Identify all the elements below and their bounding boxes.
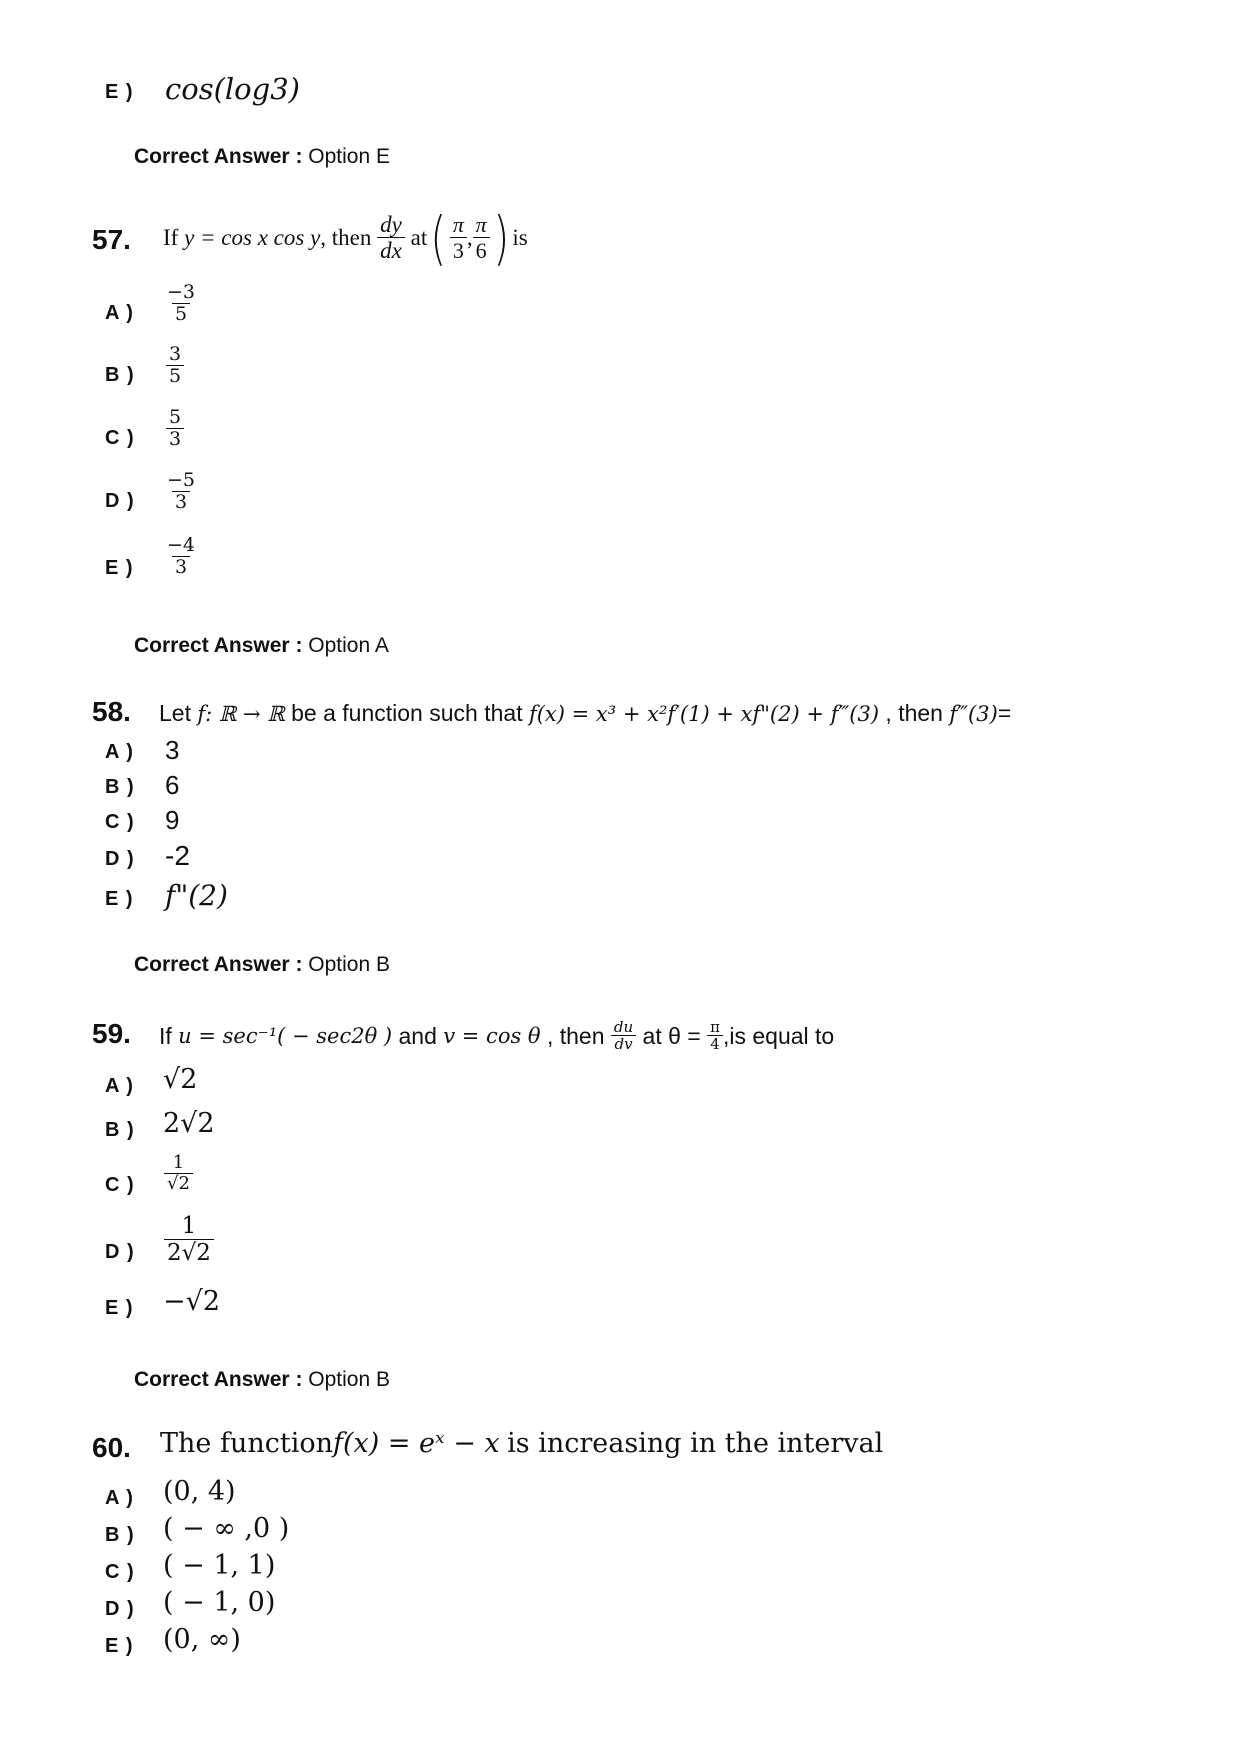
correct-answer bbox=[134, 1368, 390, 1392]
option-label: B ) bbox=[105, 364, 135, 386]
option-text: ( − 1, 1) bbox=[163, 1550, 276, 1581]
option-text: (0, 4) bbox=[163, 1476, 236, 1507]
question-58-stem bbox=[159, 700, 1011, 727]
target-expression: f‴(3) bbox=[949, 702, 998, 726]
fraction-denominator: 6 bbox=[473, 237, 490, 263]
fraction-denominator: 3 bbox=[450, 237, 467, 263]
correct-answer-value: Option A bbox=[308, 634, 389, 657]
option-label: E ) bbox=[105, 1635, 134, 1657]
stem-text: , then bbox=[546, 1022, 605, 1049]
correct-answer-value: Option E bbox=[308, 145, 390, 168]
correct-answer-prefix: Correct Answer : bbox=[134, 634, 303, 657]
option-label: C ) bbox=[105, 427, 135, 449]
option-label: C ) bbox=[105, 811, 135, 833]
option-text: 2√2 bbox=[163, 1108, 215, 1139]
correct-answer-prefix: Correct Answer : bbox=[134, 953, 303, 976]
stem-text: If bbox=[163, 225, 179, 250]
fraction-denominator: 5 bbox=[172, 303, 190, 326]
stem-text: Let bbox=[159, 700, 191, 726]
correct-answer-value: Option B bbox=[308, 1368, 390, 1391]
option-text: −√2 bbox=[163, 1286, 221, 1317]
option-fraction bbox=[164, 470, 198, 514]
pi-over-6-fraction bbox=[473, 213, 490, 263]
option-label: D ) bbox=[105, 1241, 135, 1263]
option-label: D ) bbox=[105, 490, 135, 512]
comma: , bbox=[466, 225, 473, 250]
option-fraction bbox=[164, 1214, 214, 1267]
function-equation: f(x) = eˣ − x bbox=[332, 1428, 500, 1459]
fraction-denominator: 3 bbox=[172, 556, 190, 579]
option-label: B ) bbox=[105, 776, 135, 798]
option-text: √2 bbox=[163, 1064, 198, 1095]
option-label: A ) bbox=[105, 1075, 134, 1097]
fraction-denominator: 4 bbox=[707, 1035, 723, 1053]
right-paren: ) bbox=[493, 204, 509, 272]
stem-equation: y = cos x cos y bbox=[184, 225, 321, 250]
function-equation: f(x) = x³ + x²f′(1) + xf"(2) + f‴(3) bbox=[528, 702, 880, 726]
stem-text: , then bbox=[885, 700, 943, 726]
left-paren: ( bbox=[430, 204, 447, 272]
fraction-denominator: 5 bbox=[166, 365, 184, 388]
fraction-numerator: du bbox=[613, 1017, 634, 1036]
option-fraction bbox=[166, 344, 184, 388]
option-label: D ) bbox=[105, 1598, 135, 1620]
option-fraction bbox=[164, 282, 198, 326]
derivative-fraction bbox=[611, 1019, 636, 1054]
correct-answer-prefix: Correct Answer : bbox=[134, 1368, 303, 1391]
option-text: 3 bbox=[165, 735, 180, 765]
option-text: f"(2) bbox=[165, 879, 228, 912]
question-57-stem bbox=[163, 204, 528, 272]
fraction-numerator: dy bbox=[380, 211, 402, 237]
option-label: D ) bbox=[105, 848, 135, 870]
fraction-denominator: 2√2 bbox=[164, 1239, 214, 1266]
question-59-stem bbox=[159, 1010, 834, 1062]
fraction-numerator: −4 bbox=[167, 534, 196, 556]
option-label: A ) bbox=[105, 302, 134, 324]
stem-text: and bbox=[398, 1022, 437, 1049]
option-label: A ) bbox=[105, 1487, 134, 1509]
option-text: 9 bbox=[165, 805, 180, 835]
stem-text: be a function such that bbox=[291, 700, 523, 726]
fraction-numerator: −5 bbox=[167, 469, 196, 491]
fraction-numerator: 1 bbox=[181, 1213, 197, 1239]
fraction-numerator: π bbox=[452, 211, 464, 237]
correct-answer-prefix: Correct Answer : bbox=[134, 145, 303, 168]
fraction-denominator: dx bbox=[377, 237, 405, 264]
v-equation: v = cos θ bbox=[443, 1024, 541, 1048]
stem-text: = bbox=[997, 700, 1012, 726]
fraction-numerator: 1 bbox=[172, 1152, 185, 1173]
correct-answer bbox=[134, 145, 390, 169]
fraction-numerator: π bbox=[710, 1017, 720, 1036]
stem-text: is bbox=[512, 225, 528, 250]
fraction-denominator: 3 bbox=[172, 491, 190, 514]
correct-answer-value: Option B bbox=[308, 953, 390, 976]
stem-text: at θ = bbox=[642, 1022, 701, 1049]
option-label: E ) bbox=[105, 1297, 134, 1319]
stem-text: at bbox=[410, 225, 428, 250]
fraction-numerator: 5 bbox=[169, 406, 182, 428]
option-label: B ) bbox=[105, 1119, 135, 1141]
correct-answer bbox=[134, 634, 389, 658]
option-fraction bbox=[164, 1153, 193, 1194]
option-label: C ) bbox=[105, 1174, 135, 1196]
option-label: B ) bbox=[105, 1524, 135, 1546]
option-label: C ) bbox=[105, 1561, 135, 1583]
derivative-fraction bbox=[377, 212, 405, 265]
pi-over-4-fraction bbox=[707, 1019, 723, 1054]
option-fraction bbox=[164, 535, 198, 579]
option-fraction bbox=[166, 407, 184, 451]
option-text: -2 bbox=[165, 840, 190, 871]
question-60-stem bbox=[160, 1428, 883, 1459]
option-text: ( − ∞ ,0 ) bbox=[163, 1513, 290, 1544]
u-equation: u = sec⁻¹( − sec2θ ) bbox=[178, 1024, 393, 1048]
option-label: A ) bbox=[105, 741, 134, 763]
question-number: 57. bbox=[92, 224, 131, 255]
question-number: 60. bbox=[92, 1432, 131, 1463]
question-number: 58. bbox=[92, 696, 131, 727]
fraction-denominator: dv bbox=[611, 1035, 635, 1053]
option-label: E ) bbox=[105, 888, 134, 910]
fraction-denominator: √2 bbox=[164, 1173, 193, 1195]
option-label: E ) bbox=[105, 557, 134, 579]
pi-over-3-fraction bbox=[450, 213, 467, 263]
fraction-numerator: π bbox=[475, 211, 487, 237]
function-mapping: f: ℝ → ℝ bbox=[197, 702, 285, 726]
stem-text: The function bbox=[160, 1428, 333, 1459]
fraction-denominator: 3 bbox=[166, 428, 184, 451]
stem-text: is increasing in the interval bbox=[507, 1428, 884, 1459]
fraction-numerator: 3 bbox=[169, 343, 182, 365]
stem-text: ,is equal to bbox=[722, 1022, 835, 1049]
fraction-numerator: −3 bbox=[167, 281, 196, 303]
correct-answer bbox=[134, 953, 390, 977]
stem-text: , then bbox=[320, 225, 372, 250]
stem-text: If bbox=[159, 1022, 172, 1049]
option-text: ( − 1, 0) bbox=[163, 1587, 276, 1618]
question-number: 59. bbox=[92, 1018, 131, 1049]
option-text: cos(log3) bbox=[165, 72, 300, 106]
option-text: (0, ∞) bbox=[163, 1624, 241, 1655]
option-label: E ) bbox=[105, 81, 134, 103]
option-text: 6 bbox=[165, 770, 180, 800]
